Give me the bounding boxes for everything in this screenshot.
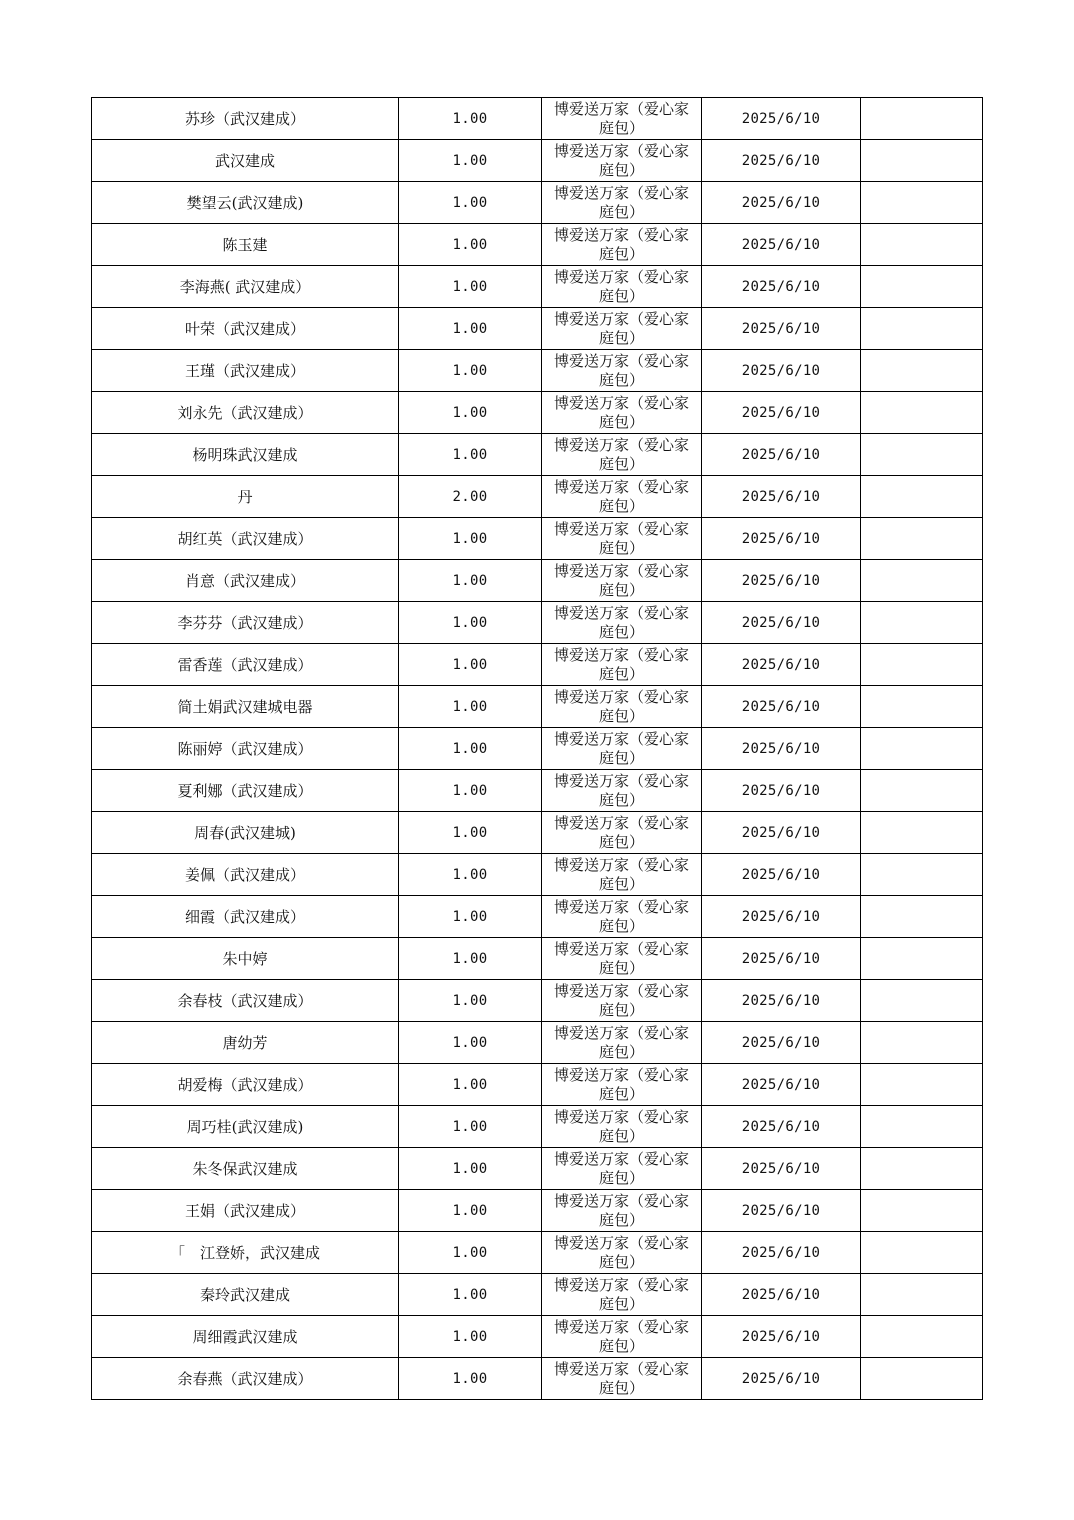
donor-cell: 周细霞武汉建成 xyxy=(92,1316,399,1358)
purpose-cell: 博爱送万家（爱心家庭包） xyxy=(542,1274,702,1316)
date-cell: 2025/6/10 xyxy=(702,476,861,518)
note-cell xyxy=(861,1316,983,1358)
donor-cell: 唐幼芳 xyxy=(92,1022,399,1064)
amount-cell: 1.00 xyxy=(399,1190,542,1232)
date-cell: 2025/6/10 xyxy=(702,770,861,812)
donor-cell: 肖意（武汉建成） xyxy=(92,560,399,602)
table-row xyxy=(92,266,983,308)
note-cell xyxy=(861,1190,983,1232)
note-cell xyxy=(861,434,983,476)
table-row xyxy=(92,140,983,182)
date-cell: 2025/6/10 xyxy=(702,392,861,434)
note-cell xyxy=(861,1022,983,1064)
purpose-cell: 博爱送万家（爱心家庭包） xyxy=(542,644,702,686)
date-cell: 2025/6/10 xyxy=(702,98,861,140)
purpose-cell: 博爱送万家（爱心家庭包） xyxy=(542,518,702,560)
date-cell: 2025/6/10 xyxy=(702,518,861,560)
date-cell: 2025/6/10 xyxy=(702,308,861,350)
table-row xyxy=(92,770,983,812)
note-cell xyxy=(861,560,983,602)
date-cell: 2025/6/10 xyxy=(702,350,861,392)
date-cell: 2025/6/10 xyxy=(702,1148,861,1190)
note-cell xyxy=(861,224,983,266)
amount-cell: 1.00 xyxy=(399,560,542,602)
note-cell xyxy=(861,98,983,140)
purpose-cell: 博爱送万家（爱心家庭包） xyxy=(542,392,702,434)
amount-cell: 1.00 xyxy=(399,770,542,812)
amount-cell: 1.00 xyxy=(399,686,542,728)
purpose-cell: 博爱送万家（爱心家庭包） xyxy=(542,686,702,728)
purpose-cell: 博爱送万家（爱心家庭包） xyxy=(542,98,702,140)
table-row xyxy=(92,602,983,644)
amount-cell: 1.00 xyxy=(399,1232,542,1274)
table-row xyxy=(92,728,983,770)
donor-cell: 武汉建成 xyxy=(92,140,399,182)
donor-cell: 细霞（武汉建成） xyxy=(92,896,399,938)
purpose-cell: 博爱送万家（爱心家庭包） xyxy=(542,1232,702,1274)
date-cell: 2025/6/10 xyxy=(702,434,861,476)
donor-cell: 苏珍（武汉建成） xyxy=(92,98,399,140)
table-row xyxy=(92,1022,983,1064)
date-cell: 2025/6/10 xyxy=(702,644,861,686)
donor-cell: 夏利娜（武汉建成） xyxy=(92,770,399,812)
table-row xyxy=(92,938,983,980)
date-cell: 2025/6/10 xyxy=(702,1358,861,1400)
note-cell xyxy=(861,476,983,518)
donation-table xyxy=(91,97,983,1400)
purpose-cell: 博爱送万家（爱心家庭包） xyxy=(542,560,702,602)
purpose-cell: 博爱送万家（爱心家庭包） xyxy=(542,1358,702,1400)
note-cell xyxy=(861,350,983,392)
table-row xyxy=(92,350,983,392)
purpose-cell: 博爱送万家（爱心家庭包） xyxy=(542,224,702,266)
purpose-cell: 博爱送万家（爱心家庭包） xyxy=(542,854,702,896)
note-cell xyxy=(861,602,983,644)
table-row xyxy=(92,1106,983,1148)
amount-cell: 1.00 xyxy=(399,812,542,854)
amount-cell: 1.00 xyxy=(399,1316,542,1358)
donor-cell: 丹 xyxy=(92,476,399,518)
table-row xyxy=(92,644,983,686)
date-cell: 2025/6/10 xyxy=(702,980,861,1022)
date-cell: 2025/6/10 xyxy=(702,1106,861,1148)
note-cell xyxy=(861,392,983,434)
donor-cell: 朱中婷 xyxy=(92,938,399,980)
date-cell: 2025/6/10 xyxy=(702,1232,861,1274)
date-cell: 2025/6/10 xyxy=(702,1316,861,1358)
amount-cell: 1.00 xyxy=(399,728,542,770)
date-cell: 2025/6/10 xyxy=(702,728,861,770)
date-cell: 2025/6/10 xyxy=(702,938,861,980)
table-row xyxy=(92,980,983,1022)
table-row xyxy=(92,392,983,434)
note-cell xyxy=(861,308,983,350)
table-row xyxy=(92,518,983,560)
purpose-cell: 博爱送万家（爱心家庭包） xyxy=(542,770,702,812)
note-cell xyxy=(861,938,983,980)
note-cell xyxy=(861,812,983,854)
date-cell: 2025/6/10 xyxy=(702,1274,861,1316)
donor-cell: 余春枝（武汉建成） xyxy=(92,980,399,1022)
amount-cell: 1.00 xyxy=(399,602,542,644)
date-cell: 2025/6/10 xyxy=(702,602,861,644)
date-cell: 2025/6/10 xyxy=(702,224,861,266)
amount-cell: 1.00 xyxy=(399,980,542,1022)
donor-cell: 朱冬保武汉建成 xyxy=(92,1148,399,1190)
amount-cell: 1.00 xyxy=(399,854,542,896)
donor-cell: 李海燕( 武汉建成） xyxy=(92,266,399,308)
donor-cell: 周春(武汉建城) xyxy=(92,812,399,854)
table-row xyxy=(92,308,983,350)
table-row xyxy=(92,1148,983,1190)
table-row xyxy=(92,1064,983,1106)
amount-cell: 1.00 xyxy=(399,1358,542,1400)
note-cell xyxy=(861,1106,983,1148)
note-cell xyxy=(861,182,983,224)
amount-cell: 1.00 xyxy=(399,518,542,560)
table-row xyxy=(92,98,983,140)
note-cell xyxy=(861,140,983,182)
table-row xyxy=(92,896,983,938)
table-row xyxy=(92,1190,983,1232)
purpose-cell: 博爱送万家（爱心家庭包） xyxy=(542,896,702,938)
purpose-cell: 博爱送万家（爱心家庭包） xyxy=(542,1148,702,1190)
purpose-cell: 博爱送万家（爱心家庭包） xyxy=(542,266,702,308)
amount-cell: 1.00 xyxy=(399,1106,542,1148)
date-cell: 2025/6/10 xyxy=(702,266,861,308)
donor-cell: 胡红英（武汉建成） xyxy=(92,518,399,560)
note-cell xyxy=(861,980,983,1022)
table-row xyxy=(92,1316,983,1358)
note-cell xyxy=(861,1274,983,1316)
donation-table-body xyxy=(92,98,983,1400)
purpose-cell: 博爱送万家（爱心家庭包） xyxy=(542,476,702,518)
amount-cell: 1.00 xyxy=(399,938,542,980)
table-row xyxy=(92,224,983,266)
donor-cell: 胡爱梅（武汉建成） xyxy=(92,1064,399,1106)
donor-cell: 王娟（武汉建成） xyxy=(92,1190,399,1232)
donor-cell: 雷香莲（武汉建成） xyxy=(92,644,399,686)
date-cell: 2025/6/10 xyxy=(702,812,861,854)
note-cell xyxy=(861,266,983,308)
donor-cell: 秦玲武汉建成 xyxy=(92,1274,399,1316)
purpose-cell: 博爱送万家（爱心家庭包） xyxy=(542,980,702,1022)
note-cell xyxy=(861,644,983,686)
amount-cell: 1.00 xyxy=(399,308,542,350)
purpose-cell: 博爱送万家（爱心家庭包） xyxy=(542,350,702,392)
date-cell: 2025/6/10 xyxy=(702,896,861,938)
purpose-cell: 博爱送万家（爱心家庭包） xyxy=(542,1106,702,1148)
purpose-cell: 博爱送万家（爱心家庭包） xyxy=(542,1316,702,1358)
table-row xyxy=(92,476,983,518)
date-cell: 2025/6/10 xyxy=(702,1190,861,1232)
purpose-cell: 博爱送万家（爱心家庭包） xyxy=(542,602,702,644)
amount-cell: 1.00 xyxy=(399,98,542,140)
donor-cell: 樊望云(武汉建成) xyxy=(92,182,399,224)
note-cell xyxy=(861,854,983,896)
donor-cell: 刘永先（武汉建成） xyxy=(92,392,399,434)
note-cell xyxy=(861,1064,983,1106)
amount-cell: 2.00 xyxy=(399,476,542,518)
purpose-cell: 博爱送万家（爱心家庭包） xyxy=(542,812,702,854)
amount-cell: 1.00 xyxy=(399,140,542,182)
date-cell: 2025/6/10 xyxy=(702,140,861,182)
donor-cell: 杨明珠武汉建成 xyxy=(92,434,399,476)
purpose-cell: 博爱送万家（爱心家庭包） xyxy=(542,182,702,224)
amount-cell: 1.00 xyxy=(399,266,542,308)
note-cell xyxy=(861,1358,983,1400)
amount-cell: 1.00 xyxy=(399,1274,542,1316)
date-cell: 2025/6/10 xyxy=(702,560,861,602)
table-row xyxy=(92,1232,983,1274)
table-row xyxy=(92,434,983,476)
date-cell: 2025/6/10 xyxy=(702,686,861,728)
date-cell: 2025/6/10 xyxy=(702,1022,861,1064)
note-cell xyxy=(861,770,983,812)
purpose-cell: 博爱送万家（爱心家庭包） xyxy=(542,728,702,770)
table-row xyxy=(92,182,983,224)
table-row xyxy=(92,812,983,854)
table-row xyxy=(92,854,983,896)
donor-cell: 姜佩（武汉建成） xyxy=(92,854,399,896)
purpose-cell: 博爱送万家（爱心家庭包） xyxy=(542,938,702,980)
donor-cell: 「 江登娇，武汉建成 xyxy=(92,1232,399,1274)
amount-cell: 1.00 xyxy=(399,392,542,434)
amount-cell: 1.00 xyxy=(399,182,542,224)
purpose-cell: 博爱送万家（爱心家庭包） xyxy=(542,1064,702,1106)
amount-cell: 1.00 xyxy=(399,434,542,476)
note-cell xyxy=(861,1148,983,1190)
amount-cell: 1.00 xyxy=(399,1148,542,1190)
amount-cell: 1.00 xyxy=(399,224,542,266)
note-cell xyxy=(861,1232,983,1274)
purpose-cell: 博爱送万家（爱心家庭包） xyxy=(542,308,702,350)
donor-cell: 叶荣（武汉建成） xyxy=(92,308,399,350)
table-row xyxy=(92,560,983,602)
purpose-cell: 博爱送万家（爱心家庭包） xyxy=(542,140,702,182)
amount-cell: 1.00 xyxy=(399,1064,542,1106)
donor-cell: 周巧桂(武汉建成) xyxy=(92,1106,399,1148)
note-cell xyxy=(861,728,983,770)
purpose-cell: 博爱送万家（爱心家庭包） xyxy=(542,1022,702,1064)
table-row xyxy=(92,686,983,728)
amount-cell: 1.00 xyxy=(399,1022,542,1064)
donor-cell: 简土娟武汉建城电器 xyxy=(92,686,399,728)
note-cell xyxy=(861,518,983,560)
amount-cell: 1.00 xyxy=(399,644,542,686)
donor-cell: 李芬芬（武汉建成） xyxy=(92,602,399,644)
amount-cell: 1.00 xyxy=(399,896,542,938)
note-cell xyxy=(861,896,983,938)
table-row xyxy=(92,1274,983,1316)
table-row xyxy=(92,1358,983,1400)
donor-cell: 陈丽婷（武汉建成） xyxy=(92,728,399,770)
purpose-cell: 博爱送万家（爱心家庭包） xyxy=(542,1190,702,1232)
amount-cell: 1.00 xyxy=(399,350,542,392)
date-cell: 2025/6/10 xyxy=(702,1064,861,1106)
donor-cell: 陈玉建 xyxy=(92,224,399,266)
date-cell: 2025/6/10 xyxy=(702,854,861,896)
note-cell xyxy=(861,686,983,728)
purpose-cell: 博爱送万家（爱心家庭包） xyxy=(542,434,702,476)
date-cell: 2025/6/10 xyxy=(702,182,861,224)
donor-cell: 王瑾（武汉建成） xyxy=(92,350,399,392)
donor-cell: 余春燕（武汉建成） xyxy=(92,1358,399,1400)
